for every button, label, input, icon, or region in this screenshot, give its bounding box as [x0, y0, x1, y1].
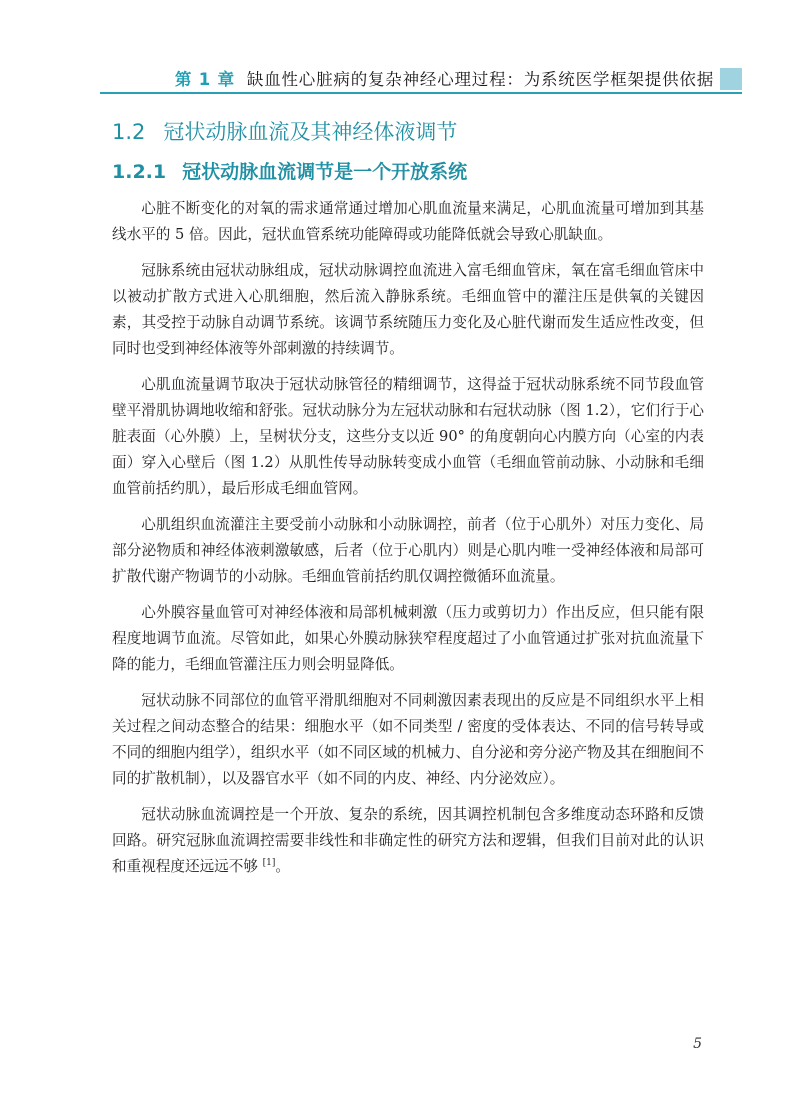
paragraph: 心脏不断变化的对氧的需求通常通过增加心肌血流量来满足，心肌血流量可增加到其基线水平的 5 倍。因此，冠状血管系统功能障碍或功能降低就会导致心肌缺血。	[112, 200, 704, 243]
section-heading	[112, 116, 457, 146]
subsection-heading	[112, 157, 467, 184]
citation-ref: [1]	[262, 858, 276, 869]
section-number: 1.2	[112, 120, 146, 144]
header-rule	[100, 92, 742, 94]
section-title: 冠状动脉血流及其神经体液调节	[163, 120, 458, 144]
chapter-label: 第 1 章	[174, 70, 235, 89]
paragraph: 冠脉系统由冠状动脉组成，冠状动脉调控血流进入富毛细血管床，氧在富毛细血管床中以被动扩散方式进入心肌细胞，然后流入静脉系统。毛细血管中的灌注压是供氧的关键因素，其受控于动脉自动调节系统。该调节系统随压力变化及心脏代谢而发生适应性改变，但同时也受到神经体液等外部刺激的持续调节。	[112, 262, 704, 357]
header-color-block	[720, 68, 742, 90]
paragraph: 心肌血流量调节取决于冠状动脉管径的精细调节，这得益于冠状动脉系统不同节段血管壁平滑肌协调地收缩和舒张。冠状动脉分为左冠状动脉和右冠状动脉（图 1.2），它们行于心脏表面（心外膜）上，呈树状分支，这些分支以近 90° 的角度朝向心内膜方向（心室的内表面）穿入心壁后（图 1.2）从肌性传导动脉转变成小血管（毛细血管前动脉、小动脉和毛细血管前括约肌），最后形成毛细血管网。	[112, 376, 704, 497]
paragraph: 心外膜容量血管可对神经体液和局部机械刺激（压力或剪切力）作出反应，但只能有限程度地调节血流。尽管如此，如果心外膜动脉狭窄程度超过了小血管通过扩张对抗血流量下降的能力，毛细血管灌注压力则会明显降低。	[112, 604, 704, 673]
subsection-number: 1.2.1	[112, 161, 167, 183]
running-header-title	[175, 66, 714, 90]
paragraph: 心肌组织血流灌注主要受前小动脉和小动脉调控，前者（位于心肌外）对压力变化、局部分泌物质和神经体液刺激敏感，后者（位于心肌内）则是心肌内唯一受神经体液和局部可扩散代谢产物调节的小动脉。毛细血管前括约肌仅调控微循环血流量。	[112, 516, 704, 585]
chapter-title: 缺血性心脏病的复杂神经心理过程：为系统医学框架提供依据	[246, 70, 714, 89]
running-header	[0, 62, 800, 96]
body-text	[112, 196, 704, 890]
paragraph-last: 冠状动脉血流调控是一个开放、复杂的系统，因其调控机制包含多维度动态环路和反馈回路。研究冠脉血流调控需要非线性和非确定性的研究方法和逻辑，但我们目前对此的认识和重视程度还远远不够 [1]。	[112, 806, 704, 875]
subsection-title: 冠状动脉血流调节是一个开放系统	[182, 161, 468, 183]
page-number: 5	[693, 1036, 702, 1052]
paragraph-text: 冠状动脉血流调控是一个开放、复杂的系统，因其调控机制包含多维度动态环路和反馈回路。研究冠脉血流调控需要非线性和非确定性的研究方法和逻辑，但我们目前对此的认识和重视程度还远远不够	[112, 806, 704, 875]
paragraph: 冠状动脉不同部位的血管平滑肌细胞对不同刺激因素表现出的反应是不同组织水平上相关过程之间动态整合的结果：细胞水平（如不同类型 / 密度的受体表达、不同的信号转导或不同的细胞内组学），组织水平（如不同区域的机械力、自分泌和旁分泌产物及其在细胞间不同的扩散机制），以及器官水平（如不同的内皮、神经、内分泌效应）。	[112, 692, 704, 787]
